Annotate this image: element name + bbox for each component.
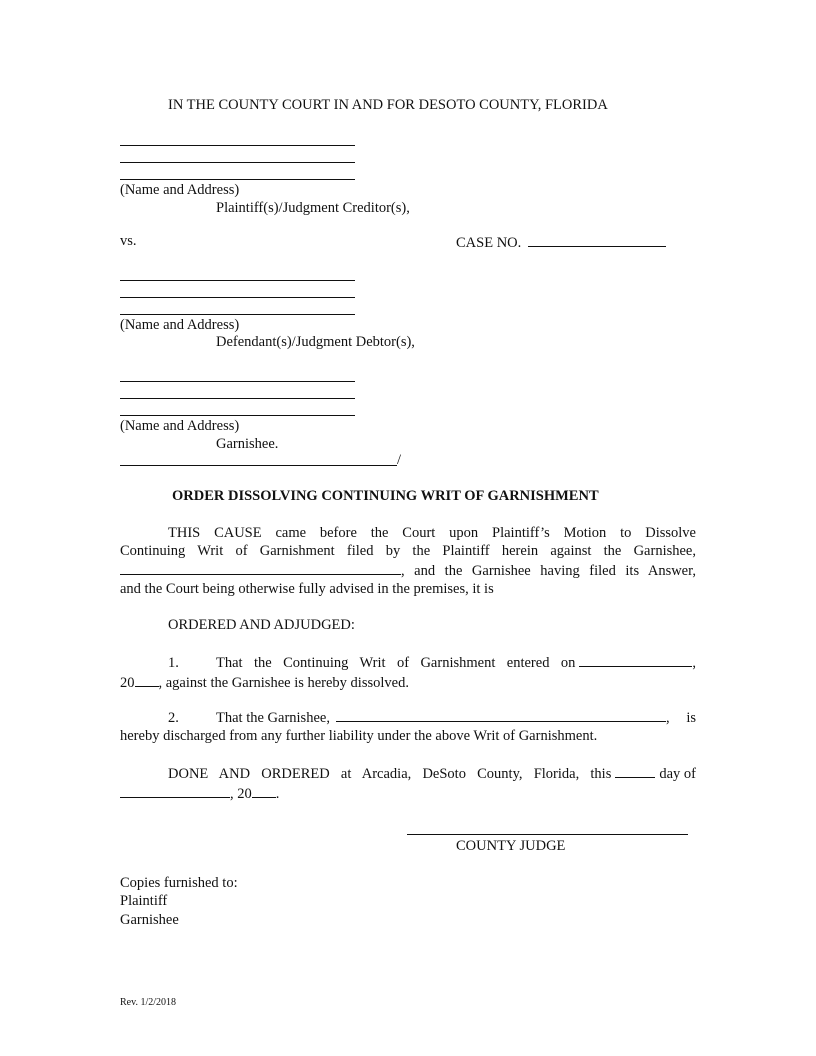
item-2-number: 2. [168,710,179,726]
garnishee-name-line-3[interactable] [120,415,355,416]
garnishee-name-blank[interactable] [120,560,401,575]
item-1-line-2 [120,672,696,692]
judge-signature-line[interactable] [407,834,688,835]
item-1-comma: , [692,655,696,671]
order-title: ORDER DISSOLVING CONTINUING WRIT OF GARNISHMENT [172,488,599,504]
item-2-text: That the Garnishee, [216,710,330,726]
caption-end-line [120,465,397,466]
done-ordered [120,763,696,803]
plaintiff-name-line-2[interactable] [120,162,355,163]
copies-recipient: Garnishee [120,912,179,928]
case-number [456,232,666,252]
garnishee-role: Garnishee. [216,436,279,452]
item-2-after: , is [665,710,696,726]
done-year-blank[interactable] [252,783,276,798]
day-blank[interactable] [615,763,655,778]
defendant-name-label: (Name and Address) [120,317,240,333]
defendant-name-line-2[interactable] [120,297,355,298]
done-line-2 [120,783,696,803]
defendant-role: Defendant(s)/Judgment Debtor(s), [216,334,415,350]
done-text: DONE AND ORDERED at Arcadia, DeSoto County, Florida, this [168,766,612,782]
case-number-blank[interactable] [528,232,666,247]
plaintiff-name-label: (Name and Address) [120,182,240,198]
item-2-line-2: hereby discharged from any further liability under the above Writ of Garnishment. [120,728,598,744]
defendant-name-line-3[interactable] [120,314,355,315]
item-2 [120,707,696,745]
garnishee-discharged-blank[interactable] [336,707,666,722]
intro-line-3 [120,560,696,580]
garnishee-name-line-2[interactable] [120,398,355,399]
intro-line-3-text: , and the Garnishee having filed its Answer, [401,563,696,579]
writ-entered-date-blank[interactable] [579,652,692,667]
plaintiff-role: Plaintiff(s)/Judgment Creditor(s), [216,200,410,216]
item-1-number: 1. [168,655,179,671]
done-year-prefix: , 20 [230,786,252,802]
intro-line-2: Continuing Writ of Garnishment filed by the Plaintiff herein against the Garnishee, [120,543,696,559]
item-1-year-prefix: 20 [120,675,135,691]
county-judge-label: COUNTY JUDGE [456,838,566,854]
intro-line-1: THIS CAUSE came before the Court upon Plaintiff’s Motion to Dissolve [168,525,696,541]
garnishee-name-label: (Name and Address) [120,418,240,434]
intro-paragraph [120,524,696,598]
intro-line-4: and the Court being otherwise fully advised in the premises, it is [120,581,494,597]
month-blank[interactable] [120,783,230,798]
item-1-line-2-text: , against the Garnishee is hereby dissolved. [158,675,409,691]
done-period: . [275,786,280,802]
copies-recipient: Plaintiff [120,893,168,909]
plaintiff-name-line-1[interactable] [120,145,355,146]
caption-end-slash: / [397,452,402,468]
done-line-1 [120,763,696,783]
case-no-label: CASE NO. [456,235,522,251]
writ-year-blank[interactable] [135,672,159,687]
plaintiff-name-line-3[interactable] [120,179,355,180]
item-1 [120,652,696,692]
garnishee-name-line-1[interactable] [120,381,355,382]
item-1-line-1 [120,652,696,672]
copies-heading: Copies furnished to: [120,875,238,891]
revision-date: Rev. 1/2/2018 [120,997,177,1008]
item-2-line-1 [120,707,696,727]
ordered-adjudged: ORDERED AND ADJUDGED: [168,617,355,633]
defendant-name-line-1[interactable] [120,280,355,281]
item-1-text: That the Continuing Writ of Garnishment entered on [216,655,576,671]
vs-label: vs. [120,233,137,249]
court-header: IN THE COUNTY COURT IN AND FOR DESOTO COUNTY, FLORIDA [168,97,608,113]
done-day-of: day of [659,766,696,782]
